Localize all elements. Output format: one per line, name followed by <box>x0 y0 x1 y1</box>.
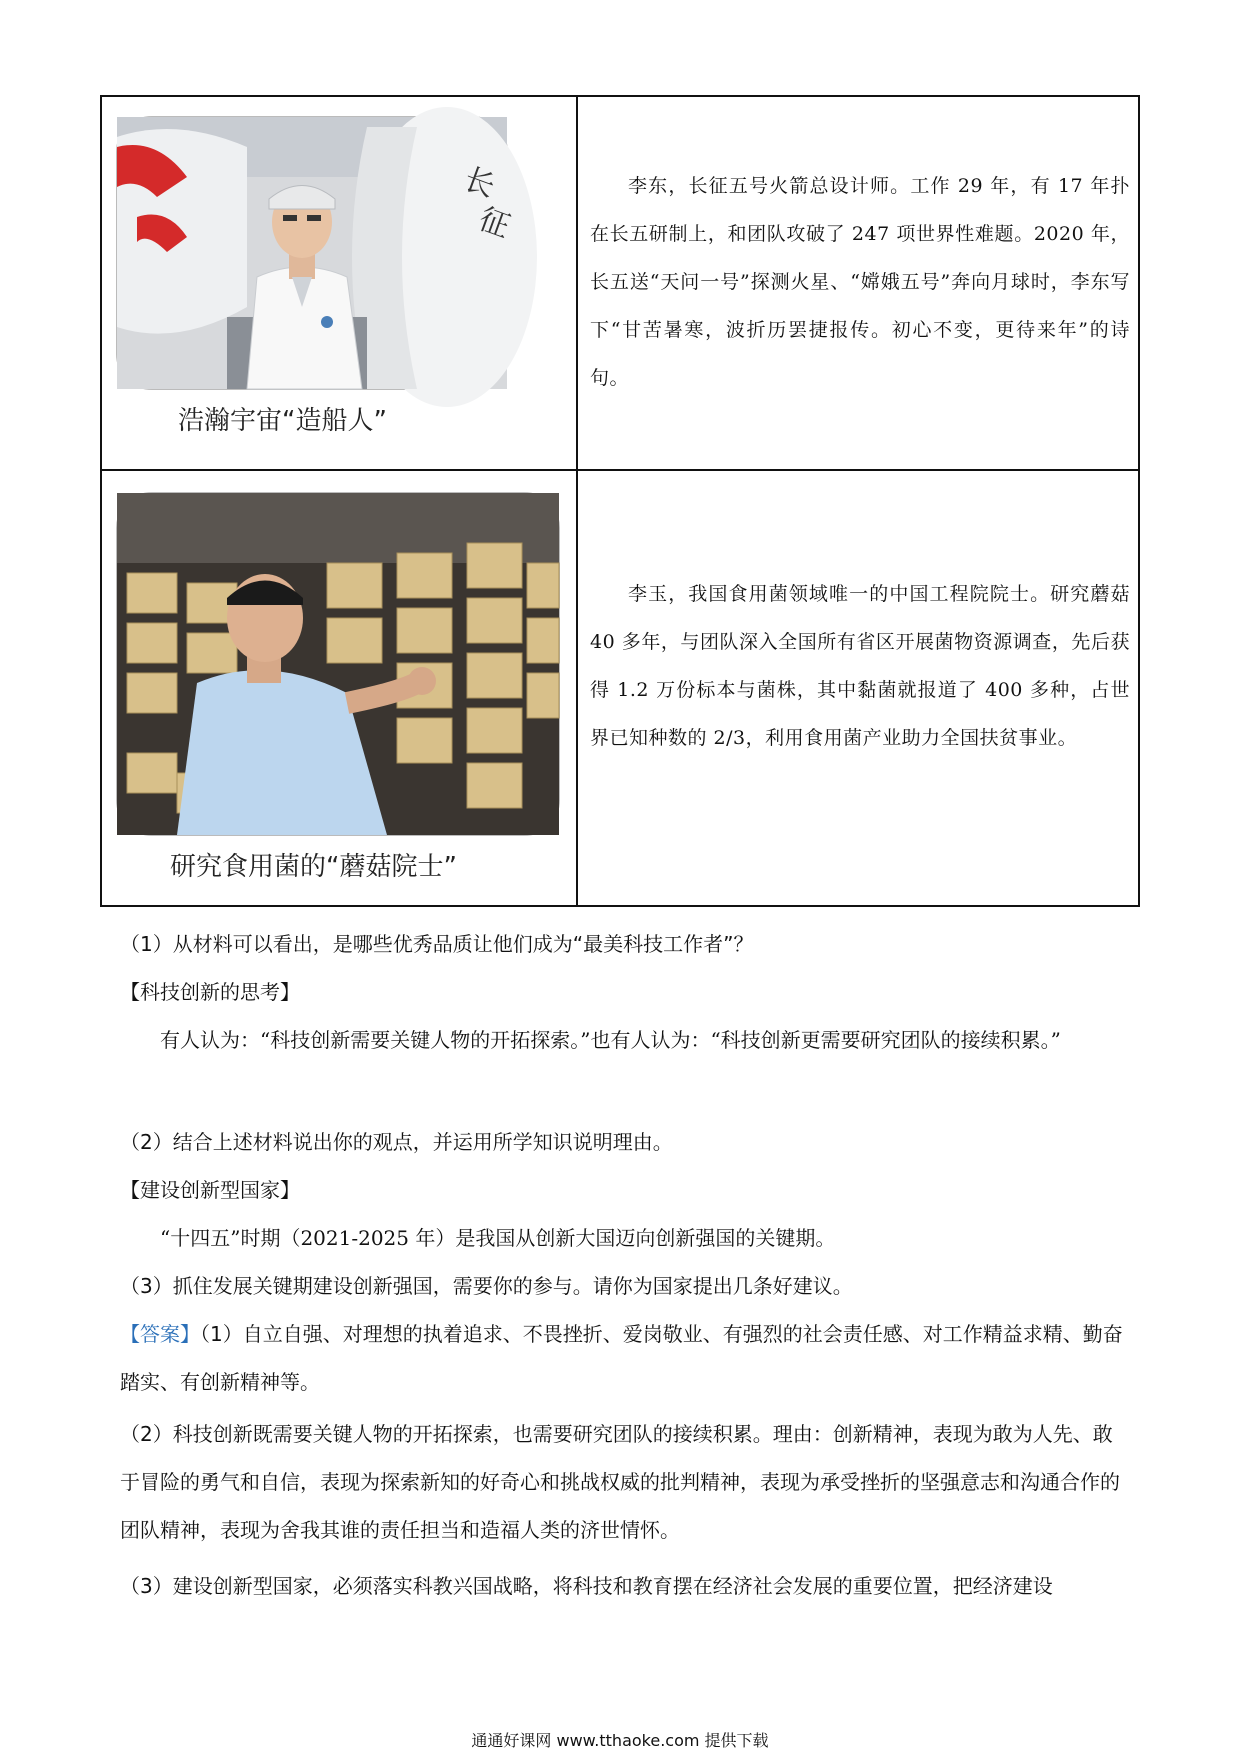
question-1: （1）从材料可以看出，是哪些优秀品质让他们成为“最美科技工作者”？ <box>120 932 754 956</box>
section-text-innovative-country: “十四五”时期（2021-2025 年）是我国从创新大国迈向创新强国的关键期。 <box>160 1226 836 1250</box>
row2-description: 李玉，我国食用菌领域唯一的中国工程院院士。研究蘑菇 40 多年，与团队深入全国所有省区开展菌物资源调查，先后获得 1.2 万份标本与菌株，其中黏菌就报道了 400 多种，占世界已知种数的 2/3，利用食用菌产业助力全国扶贫事业。 <box>590 583 1130 749</box>
section-title-innovation-thinking: 【科技创新的思考】 <box>120 980 300 1004</box>
row1-photo-caption: 浩瀚宇宙“造船人” <box>178 406 387 436</box>
question-2: （2）结合上述材料说出你的观点，并运用所学知识说明理由。 <box>120 1130 673 1154</box>
answer-tag: 【答案】 <box>120 1322 200 1346</box>
table-divider-horizontal <box>100 469 1140 471</box>
rocket-engineer-illustration <box>117 117 515 389</box>
mushroom-academician-photo <box>116 492 560 836</box>
answer-2: （2）科技创新既需要关键人物的开拓探索，也需要研究团队的接续积累。理由：创新精神，表现为敢为人先、敢于冒险的勇气和自信，表现为探索新知的好奇心和挑战权威的批判精神，表现为承受挫折的坚强意志和沟通合作的团队精神，表现为舍我其谁的责任担当和造福人类的济世情怀。 <box>120 1422 1120 1542</box>
answer-1-text: （1）自立自强、对理想的执着追求、不畏挫折、爱岗敬业、有强烈的社会责任感、对工作精益求精、勤奋踏实、有创新精神等。 <box>120 1322 1123 1394</box>
page-footer: 通通好课网 www.tthaoke.com 提供下载 <box>471 1731 769 1750</box>
section-text-innovation-thinking: 有人认为：“科技创新需要关键人物的开拓探索。”也有人认为：“科技创新更需要研究团队的接续积累。” <box>160 1028 1061 1052</box>
row1-description: 李东，长征五号火箭总设计师。工作 29 年，有 17 年扑在长五研制上，和团队攻破了 247 项世界性难题。2020 年，长五送“天问一号”探测火星、“嫦娥五号”奔向月球时，李东写下“甘苦暑寒，波折历罢捷报传。初心不变，更待来年”的诗句。 <box>590 175 1130 389</box>
question-3: （3）抓住发展关键期建设创新强国，需要你的参与。请你为国家提出几条好建议。 <box>120 1274 853 1298</box>
answer-3: （3）建设创新型国家，必须落实科教兴国战略，将科技和教育摆在经济社会发展的重要位置，把经济建设 <box>120 1574 1053 1598</box>
mushroom-lab-illustration <box>117 493 559 835</box>
svg-text:征: 征 <box>474 201 515 245</box>
svg-text:长: 长 <box>459 161 500 205</box>
answer-1 <box>120 1310 1130 1406</box>
section-title-innovative-country: 【建设创新型国家】 <box>120 1178 300 1202</box>
row2-photo-caption: 研究食用菌的“蘑菇院士” <box>170 852 457 882</box>
rocket-engineer-photo <box>116 116 515 390</box>
table-divider-vertical <box>576 95 578 907</box>
